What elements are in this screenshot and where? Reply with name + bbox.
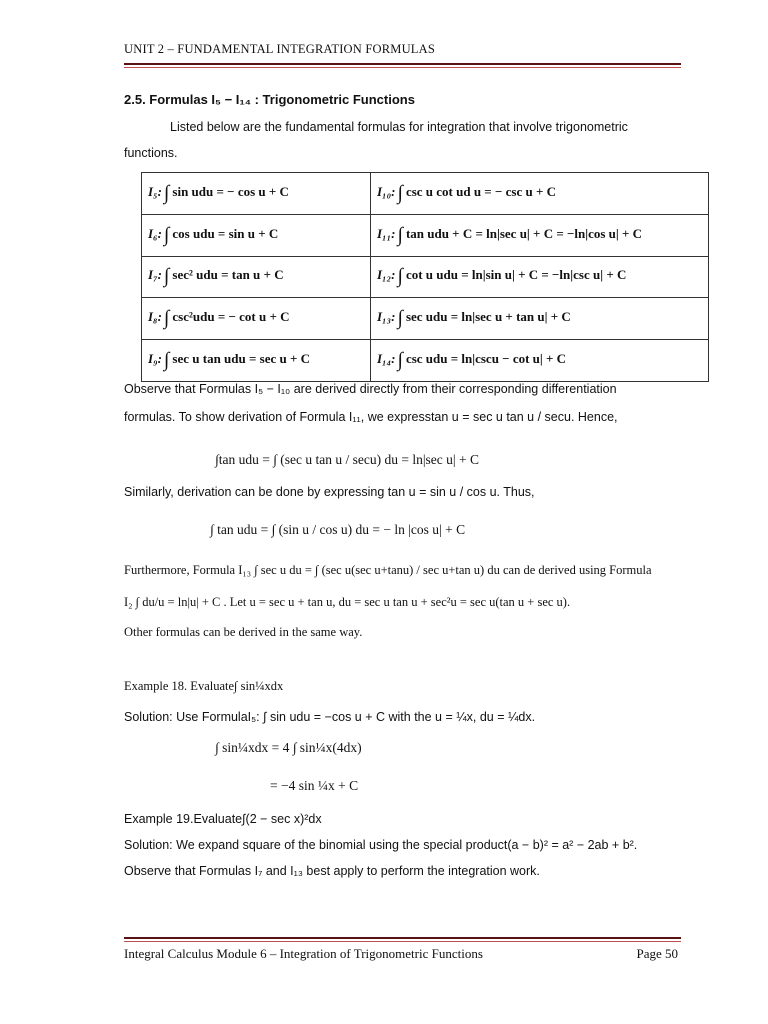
integral-sign-icon: ∫ <box>397 307 403 330</box>
formula-row <box>142 214 709 256</box>
formula-label: I₁₃: <box>377 309 396 325</box>
formula-body: sec udu = ln|sec u + tan u| + C <box>405 309 571 325</box>
integral-sign-icon: ∫ <box>163 181 170 204</box>
integral-sign-icon: ∫ <box>163 265 170 288</box>
footer-rule-dark <box>124 937 681 939</box>
formula-label: I₈: <box>148 309 162 325</box>
example-19-title: Example 19.Evaluate∫(2 − sec x)²dx <box>124 812 322 826</box>
paragraph-similarly: Similarly, derivation can be done by expressing tan u = sin u / cos u. Thus, <box>124 485 535 499</box>
formula-cell-left <box>142 256 371 298</box>
formula-body: sin udu = − cos u + C <box>172 183 289 199</box>
integral-sign-icon: ∫ <box>163 307 170 330</box>
integral-sign-icon: ∫ <box>397 181 403 204</box>
formula-label: I₁₀: <box>377 183 396 199</box>
intro-line-2: functions. <box>124 146 178 160</box>
integral-sign-icon: ∫ <box>397 349 403 372</box>
equation-tan-sec: ∫tan udu = ∫ (sec u tan u / secu) du = ln|sec u| + C <box>215 452 479 467</box>
example-18-solution: Solution: Use FormulaI₅: ∫ sin udu = −cos u + C with the u = ¼x, du = ¼dx. <box>124 710 536 724</box>
integral-sign-icon: ∫ <box>397 223 403 246</box>
footer-rule-red <box>124 941 681 942</box>
paragraph-observe: Observe that Formulas I₅ − I₁₀ are derived directly from their corresponding differentiation <box>124 382 617 396</box>
formula-cell-right <box>371 214 709 256</box>
formula-body: csc udu = ln|cscu − cot u| + C <box>405 351 567 367</box>
integral-sign-icon: ∫ <box>163 349 170 372</box>
formula-cell-left <box>142 214 371 256</box>
paragraph-observe-2: Observe that Formulas I₇ and I₁₃ best apply to perform the integration work. <box>124 864 540 878</box>
formula-body: cos udu = sin u + C <box>172 225 279 241</box>
formula-cell-left <box>142 298 371 340</box>
formula-body: csc u cot ud u = − csc u + C <box>405 183 556 199</box>
paragraph-derivation: formulas. To show derivation of Formula I₁₁, we expresstan u = sec u tan u / secu. Hence, <box>124 410 618 424</box>
page-number: Page 50 <box>636 946 678 961</box>
example-18-title: Example 18. Evaluate∫ sin¼xdx <box>124 679 284 693</box>
formula-label: I₁₂: <box>377 267 396 283</box>
formula-body: cot u udu = ln|sin u| + C = −ln|csc u| + C <box>405 267 627 283</box>
formula-body: sec² udu = tan u + C <box>172 267 284 283</box>
running-footer: Integral Calculus Module 6 – Integration of Trigonometric Functions <box>124 946 483 961</box>
formula-label: I₆: <box>148 225 162 241</box>
header-rule-red <box>124 67 681 68</box>
formula-table <box>141 172 709 382</box>
formula-label: I₁₁: <box>377 225 396 241</box>
formula-cell-left <box>142 173 371 215</box>
paragraph-furthermore: Furthermore, Formula I₁₃ ∫ sec u du = ∫ (sec u(sec u+tanu) / sec u+tan u) du can de derived using Formula <box>124 563 652 577</box>
intro-line-1: Listed below are the fundamental formulas for integration that involve trigonometric <box>170 120 628 134</box>
formula-label: I₁₄: <box>377 351 396 367</box>
formula-label: I₅: <box>148 183 162 199</box>
formula-body: csc²udu = − cot u + C <box>172 309 290 325</box>
equation-tan-cos: ∫ tan udu = ∫ (sin u / cos u) du = − ln |cos u| + C <box>210 522 466 537</box>
integral-sign-icon: ∫ <box>397 265 403 288</box>
example-18-step-1: ∫ sin¼xdx = 4 ∫ sin¼x(4dx) <box>215 740 362 755</box>
example-18-step-2: = −4 sin ¼x + C <box>270 778 359 793</box>
formula-row <box>142 298 709 340</box>
formula-row <box>142 256 709 298</box>
formula-cell-right <box>371 256 709 298</box>
formula-cell-right <box>371 298 709 340</box>
formula-label: I₇: <box>148 267 162 283</box>
header-rule-dark <box>124 63 681 65</box>
integral-sign-icon: ∫ <box>163 223 170 246</box>
formula-cell-right <box>371 173 709 215</box>
paragraph-other: Other formulas can be derived in the same way. <box>124 625 363 639</box>
formula-body: tan udu + C = ln|sec u| + C = −ln|cos u| + C <box>405 225 643 241</box>
formula-body: sec u tan udu = sec u + C <box>172 351 311 367</box>
example-19-solution: Solution: We expand square of the binomial using the special product(a − b)² = a² − 2ab + b². <box>124 838 638 852</box>
formula-row <box>142 173 709 215</box>
formula-label: I₉: <box>148 351 162 367</box>
running-header: UNIT 2 – FUNDAMENTAL INTEGRATION FORMULAS <box>124 42 436 56</box>
paragraph-let-u: I₂ ∫ du/u = ln|u| + C . Let u = sec u + tan u, du = sec u tan u + sec²u = sec u(tan u + sec u). <box>124 595 571 609</box>
section-title: 2.5. Formulas I₅ − I₁₄ : Trigonometric Functions <box>124 92 415 107</box>
